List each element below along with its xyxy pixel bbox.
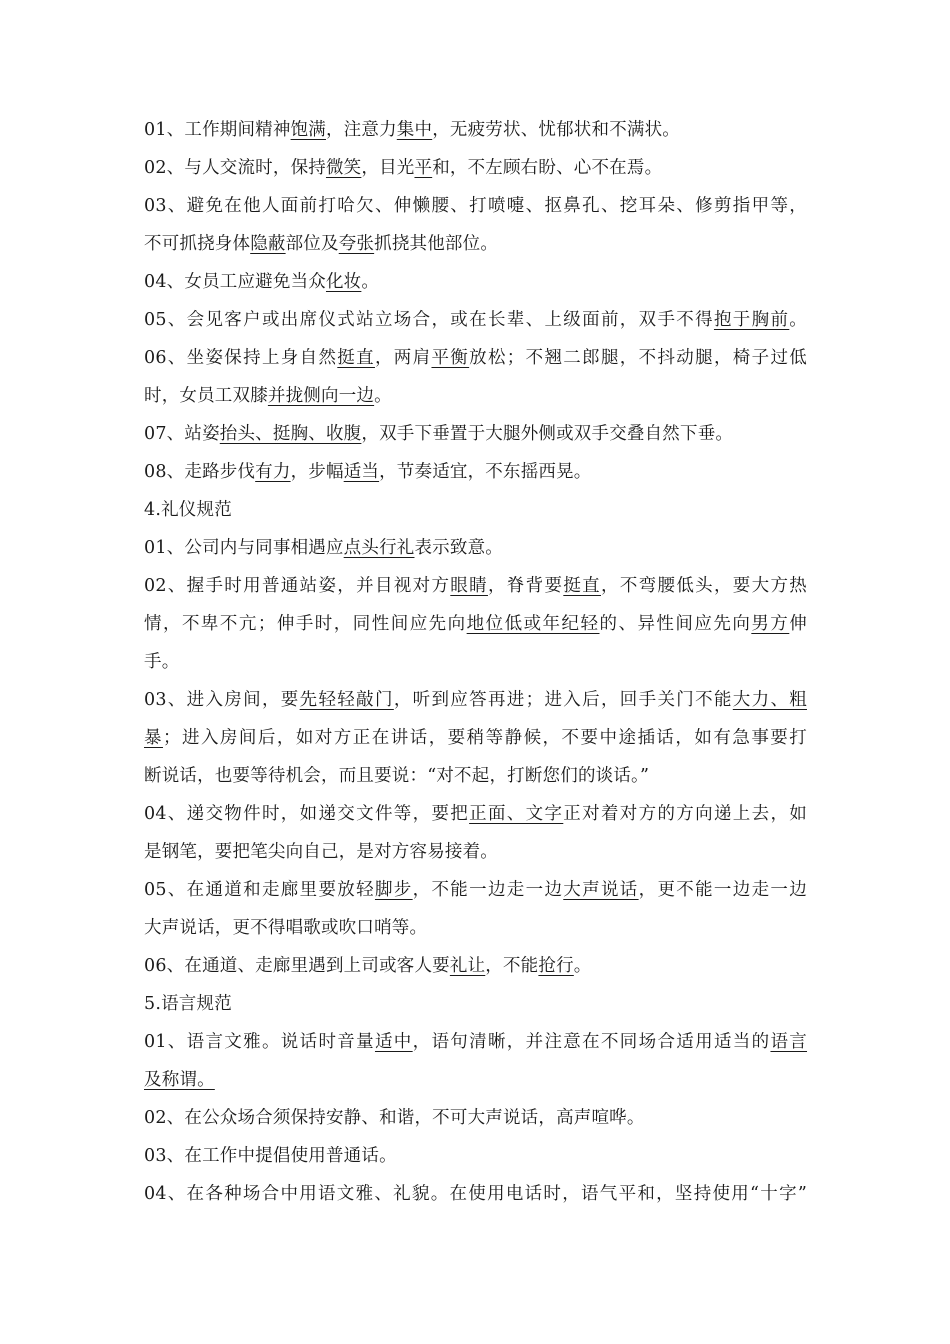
text-segment: 01、语言文雅。说话时音量	[144, 1032, 375, 1052]
text-segment: 04、在各种场合中用语文雅、礼貌。在使用电话时，语气平和，坚持使用“十字”	[144, 1184, 807, 1204]
text-segment: 抓挠其他部位。	[374, 234, 499, 254]
text-segment: ，双手下垂置于大腿外侧或双手交叠自然下垂。	[361, 424, 734, 444]
text-segment: 03、在工作中提倡使用普通话。	[144, 1146, 397, 1166]
text-segment: 04、递交物件时，如递交文件等，要把	[144, 804, 470, 824]
text-segment: 大声说话，更不得唱歌或吹口哨等。	[144, 918, 428, 938]
text-line	[144, 917, 427, 939]
text-segment: ，两肩	[374, 348, 432, 368]
text-segment: ，脊背要	[487, 576, 564, 596]
text-line	[144, 1069, 215, 1091]
text-segment: ，注意力	[325, 120, 397, 140]
text-line	[144, 423, 733, 445]
text-segment: ，语句清晰，并注意在不同场合适用适当的	[412, 1032, 771, 1052]
text-segment: 放松；不翘二郎腿，不抖动腿，椅子过低	[469, 348, 807, 368]
text-segment: 正对着对方的方向递上去，如	[563, 804, 807, 824]
text-segment: ，目光	[361, 158, 415, 178]
underlined-text: 点头行礼	[343, 538, 415, 558]
underlined-text: 集中	[396, 120, 433, 140]
underlined-text: 抱于胸前	[713, 310, 790, 330]
text-segment: 4.礼仪规范	[144, 500, 232, 520]
text-line	[144, 575, 807, 597]
underlined-text: 大力、粗	[732, 690, 807, 710]
underlined-text: 眼睛	[450, 576, 488, 596]
text-segment: ，步幅	[290, 462, 344, 482]
underlined-text: 适中	[374, 1032, 413, 1052]
text-segment: 部位及	[285, 234, 339, 254]
text-segment: ，更不能一边走一边	[638, 880, 807, 900]
text-segment: 01、工作期间精神	[144, 120, 291, 140]
text-segment: 断说话，也要等待机会，而且要说：“对不起，打断您们的谈话。”	[144, 766, 650, 786]
text-line	[144, 689, 807, 711]
underlined-text: 抬头、挺胸、收腹	[219, 424, 362, 444]
text-segment: 06、坐姿保持上身自然	[144, 348, 338, 368]
text-segment: ，不能	[485, 956, 539, 976]
underlined-text: 有力	[255, 462, 291, 482]
text-segment: 不可抓挠身体	[144, 234, 251, 254]
underlined-text: 正面、文字	[469, 804, 564, 824]
text-segment: 05、在通道和走廊里要放轻	[144, 880, 375, 900]
underlined-text: 男方	[751, 614, 790, 634]
text-line	[144, 727, 807, 749]
underlined-text: 及称谓。	[144, 1070, 215, 1090]
text-segment: 是钢笔，要把笔尖向自己，是对方容易接着。	[144, 842, 498, 862]
text-line	[144, 461, 592, 483]
text-segment: 01、公司内与同事相遇应	[144, 538, 344, 558]
text-segment: 02、握手时用普通站姿，并目视对方	[144, 576, 451, 596]
underlined-text: 隐蔽	[250, 234, 286, 254]
text-segment: 5.语言规范	[144, 994, 232, 1014]
text-segment: 手。	[144, 652, 180, 672]
text-segment: 伸	[789, 614, 807, 634]
text-line	[144, 993, 232, 1015]
text-segment: ；进入房间后，如对方正在讲话，要稍等静候，不要中途插话，如有急事要打	[162, 728, 807, 748]
text-segment: 03、进入房间，要	[144, 690, 300, 710]
text-line	[144, 1031, 807, 1053]
underlined-text: 礼让	[449, 956, 486, 976]
underlined-text: 语言	[770, 1032, 808, 1052]
underlined-text: 适当	[343, 462, 380, 482]
text-line	[144, 613, 807, 635]
text-line	[144, 347, 807, 369]
text-segment: 的、异性间应先向	[599, 614, 752, 634]
text-segment: 08、走路步伐	[144, 462, 256, 482]
text-line	[144, 765, 649, 787]
text-line	[144, 385, 392, 407]
underlined-text: 平	[414, 158, 433, 178]
underlined-text: 暴	[144, 728, 163, 748]
underlined-text: 并拢侧向一边	[267, 386, 375, 406]
text-segment: 和，不左顾右盼、心不在焉。	[432, 158, 663, 178]
text-segment: 情，不卑不亢；伸手时，同性间应先向	[144, 614, 467, 634]
text-segment: 时，女员工双膝	[144, 386, 268, 406]
text-line	[144, 309, 807, 331]
underlined-text: 挺直	[337, 348, 375, 368]
text-line	[144, 119, 680, 141]
text-segment: 02、在公众场合须保持安静、和谐，不可大声说话，高声喧哗。	[144, 1108, 645, 1128]
text-segment: ，不弯腰低头，要大方热	[600, 576, 808, 596]
underlined-text: 地位低或年纪轻	[466, 614, 600, 634]
text-segment: 。	[361, 272, 380, 292]
text-line	[144, 1145, 397, 1167]
text-line	[144, 803, 807, 825]
text-segment: 。	[374, 386, 392, 406]
text-segment: ，听到应答再进；进入后，回手关门不能	[393, 690, 733, 710]
text-line	[144, 233, 498, 255]
text-segment: 05、会见客户或出席仪式站立场合，或在长辈、上级面前，双手不得	[144, 310, 714, 330]
text-segment: ，无疲劳状、忧郁状和不满状。	[432, 120, 681, 140]
text-line	[144, 955, 592, 977]
underlined-text: 微笑	[325, 158, 362, 178]
text-line	[144, 499, 232, 521]
text-segment: 表示致意。	[414, 538, 503, 558]
text-segment: 04、女员工应避免当众	[144, 272, 326, 292]
text-line	[144, 841, 498, 863]
underlined-text: 化妆	[325, 272, 362, 292]
text-line	[144, 537, 503, 559]
underlined-text: 挺直	[563, 576, 601, 596]
underlined-text: 夸张	[338, 234, 375, 254]
underlined-text: 饱满	[290, 120, 326, 140]
underlined-text: 抢行	[538, 956, 574, 976]
text-line	[144, 1183, 807, 1205]
underlined-text: 先轻轻敲门	[299, 690, 394, 710]
text-line	[144, 271, 379, 293]
text-segment: 03、避免在他人面前打哈欠、伸懒腰、打喷嚏、抠鼻孔、挖耳朵、修剪指甲等，	[144, 196, 807, 216]
text-segment: ，节奏适宜，不东摇西晃。	[379, 462, 592, 482]
underlined-text: 脚步	[374, 880, 413, 900]
underlined-text: 平衡	[431, 348, 470, 368]
text-line	[144, 195, 807, 217]
text-line	[144, 651, 179, 673]
text-segment: 07、站姿	[144, 424, 220, 444]
text-segment: 。	[789, 310, 807, 330]
underlined-text: 大声说话	[563, 880, 639, 900]
text-segment: 02、与人交流时，保持	[144, 158, 326, 178]
text-line	[144, 879, 807, 901]
text-line	[144, 1107, 645, 1129]
text-segment: 。	[573, 956, 592, 976]
text-line	[144, 157, 662, 179]
text-segment: ，不能一边走一边	[412, 880, 564, 900]
text-segment: 06、在通道、走廊里遇到上司或客人要	[144, 956, 450, 976]
